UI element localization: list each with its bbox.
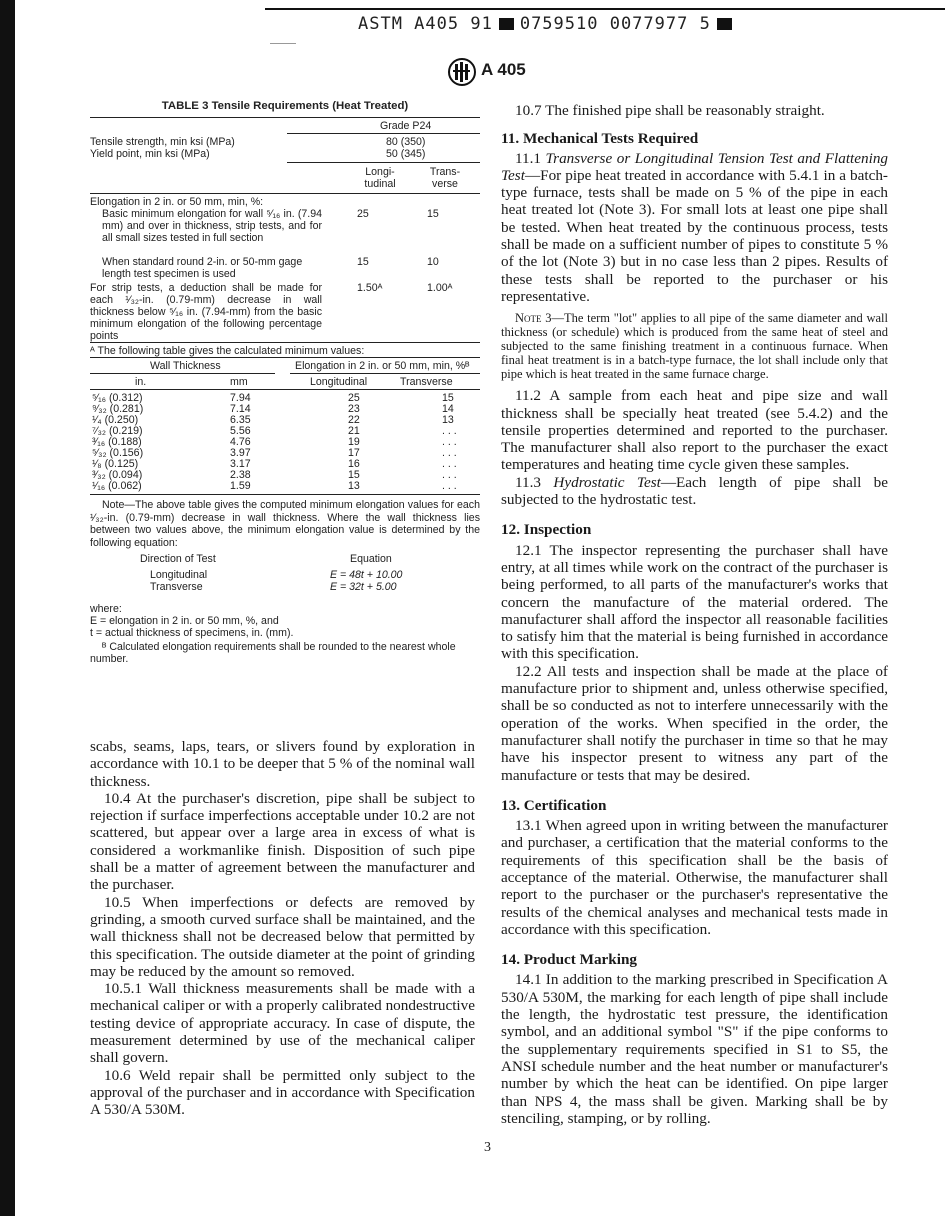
paragraph-12-2: 12.2 All tests and inspection shall be made at the place of manufacture prior to shipment and, unless otherwise specified, shall be so conducted as not to interfere unnecessarily with the operation of the works. When specified in the order, the manufacturer shall notify the purchaser in time so that he may have his inspector present to witness any part of the manufacture or tests that may be desired. (501, 662, 888, 784)
cell-longitudinal: 21 (348, 425, 360, 437)
eq-long: E = 48t + 10.00 (330, 569, 403, 581)
elongation-basic: Basic minimum elongation for wall ⁵⁄₁₆ in. (7.94 mm) and over in thickness, strip tests, and for all small sizes tested in full section (102, 208, 322, 244)
table-row (90, 470, 480, 481)
col-transverse: Trans- verse (429, 166, 461, 190)
elongation-round: When standard round 2-in. or 50-mm gage length test specimen is used (102, 256, 303, 280)
heading-12: 12. Inspection (501, 521, 592, 539)
elongation-round-trans: 10 (427, 256, 439, 268)
heading-13: 13. Certification (501, 796, 607, 814)
sub-trans: Transverse (400, 376, 453, 388)
eq-trans: E = 32t + 5.00 (330, 581, 397, 593)
paragraph-13-1: 13.1 When agreed upon in writing between the manufacturer and purchaser, a certification that the material conforms to the requirements of this specification shall be the basis of acceptance of the material. Otherwise, the manufacturer shall report to the purchaser or the purchaser's representative the results of the chemical analyses and mechanical tests made in accordance with this specification. (501, 817, 888, 938)
eq-head-eq: Equation (350, 553, 392, 565)
cell-inches: ⁹⁄₃₂ (0.281) (92, 403, 144, 415)
wall-thickness-header: Wall Thickness (150, 360, 221, 372)
table-row (90, 415, 480, 426)
cell-inches: ⁷⁄₃₂ (0.219) (92, 425, 143, 437)
elongation-round-long: 15 (357, 256, 369, 268)
cell-longitudinal: 16 (348, 458, 360, 470)
paragraph-12-1: 12.1 The inspector representing the purchaser shall have entry, at all times while work on the contract of the purchaser is being performed, to all parts of the manufacturer's works that concern the manufacture of the material ordered. The manufacturer shall afford the inspector all reasonable facilities to satisfy him that the material is being furnished in accordance with this specification. (501, 541, 888, 663)
scan-edge (0, 0, 15, 1216)
tensile-value: 80 (350) (386, 136, 426, 148)
cell-mm: 4.76 (230, 436, 251, 448)
cell-inches: ⁵⁄₃₂ (0.156) (92, 447, 144, 459)
cell-mm: 3.97 (230, 447, 251, 459)
astm-logo-icon (447, 58, 477, 86)
calc-table (90, 393, 480, 492)
header-rule (265, 8, 945, 10)
cell-inches: ¹⁄₄ (0.250) (92, 414, 139, 426)
cell-mm: 5.56 (230, 425, 251, 437)
sub-mm: mm (230, 376, 248, 388)
cell-inches: ³⁄₃₂ (0.094) (92, 469, 143, 481)
sub-long: Longitudinal (310, 376, 368, 388)
cell-mm: 7.14 (230, 403, 251, 415)
paragraph-10-6: 10.6 Weld repair shall be permitted only subject to the approval of the purchaser and in accordance with Specification A 530/A 530M. (90, 1066, 475, 1119)
cell-transverse: 15 (442, 392, 454, 404)
cell-longitudinal: 17 (348, 447, 360, 459)
paragraph-10-3-cont: scabs, seams, laps, tears, or slivers found by exploration in accordance with 10.1 to be deeper that 5 % of the nominal wall thickness. (90, 738, 475, 790)
table-row (90, 404, 480, 415)
eq-head-dir: Direction of Test (140, 553, 216, 565)
cell-longitudinal: 22 (348, 414, 360, 426)
yield-label: Yield point, min ksi (MPa) (90, 148, 210, 160)
yield-value: 50 (345) (386, 148, 426, 160)
cell-longitudinal: 25 (348, 392, 360, 404)
sub-in: in. (135, 376, 147, 388)
table-row (90, 426, 480, 437)
eq-dir-trans: Transverse (150, 581, 203, 593)
table-3 (90, 100, 480, 665)
eq-dir-long: Longitudinal (150, 569, 208, 581)
elongation-basic-long: 25 (357, 208, 369, 220)
cell-transverse: . . . (442, 480, 457, 492)
scan-mark (270, 43, 296, 44)
table-row (90, 393, 480, 404)
where-t: t = actual thickness of specimens, in. (mm). (90, 627, 294, 639)
header-code: ASTM A405 91 0759510 0077977 5 (358, 14, 738, 34)
paragraph-10-7: 10.7 The finished pipe shall be reasonably straight. (515, 102, 825, 119)
elongation-header: Elongation in 2 in. or 50 mm, min, %ᴮ (295, 360, 470, 372)
elongation-strip: For strip tests, a deduction shall be made for each ¹⁄₃₂-in. (0.79-mm) decrease in wall thickness below ⁵⁄₁₆ in. (7.94-mm) from the basic minimum elongation of the following percentage points (90, 282, 322, 342)
page-number: 3 (484, 1140, 491, 1155)
where-label: where: (90, 603, 122, 615)
paragraph-11-2: 11.2 A sample from each heat and pipe size and wall thickness shall be specially heat treated (see 5.4.2) and the tensile properties determined and reported to the purchaser. The manufacturer shall also report to the purchaser the exact temperatures and heating time cycle given these samples. (501, 387, 888, 474)
cell-transverse: 13 (442, 414, 454, 426)
paragraph-11-1: 11.1 Transverse or Longitudinal Tension Test and Flattening Test—For pipe heat treated in accordance with 5.4.1 in a batch-type furnace, tests shall be made on 5 % of the pipe in each heat treated lot (Note 3). For small lots at least one pipe shall be tested. When heat treated by the continuous process, tests shall be made on a sufficient number of pipes to constitute 5 % of the lot (Note 3) but in no case less than 2 pipes. Results of these tests shall be reported to the purchaser or his representative. (501, 149, 889, 305)
paragraph-14-1: 14.1 In addition to the marking prescribed in Specification A 530/A 530M, the marking for each length of pipe shall include the length, the hydrostatic test pressure, the identification symbol, and an additional symbol "S" if the pipe conforms to the supplementary requirements specified in S1 to S5, the ANSI schedule number and the heat number or manufacturer's number by which the heat can be identified. On pipe larger than NPS 4, the mass shall be given. Marking shall be by stenciling, stamping, or by rolling. (501, 971, 888, 1127)
table-row (90, 459, 480, 470)
right-column (501, 102, 888, 1127)
cell-mm: 3.17 (230, 458, 251, 470)
cell-longitudinal: 13 (348, 480, 360, 492)
cell-transverse: . . . (442, 469, 457, 481)
table-row (90, 437, 480, 448)
cell-transverse: 14 (442, 403, 454, 415)
standard-designation: A 405 (481, 60, 526, 79)
cell-mm: 1.59 (230, 480, 251, 492)
col-longitudinal: Longi- tudinal (364, 166, 396, 190)
note-3: Note 3—The term "lot" applies to all pipe of the same diameter and wall thickness (or schedule) which is produced from the same heat of steel and subjected to the same finishing treatment in a continuous furnace. When final heat treatment is in a batch-type furnace, the lot shall include only that pipe which is heat treated in the same furnace charge. (501, 311, 888, 382)
elongation-strip-long: 1.50ᴬ (357, 282, 383, 294)
table-note: Note—The above table gives the computed minimum elongation values for each ¹⁄₃₂-in. (0.79-mm) decrease in wall thickness. Where the wall thickness lies between two values above, the minimum elongation value is determined by the following equation: (90, 499, 480, 549)
paragraph-10-4: 10.4 At the purchaser's discretion, pipe shall be subject to rejection if surface imperfections acceptable under 10.2 are not scattered, but appear over a large area in excess of what is considered a workmanlike finish. Disposition of such pipe shall be a matter of agreement between the manufacturer and the purchaser. (90, 789, 475, 894)
elongation-basic-trans: 15 (427, 208, 439, 220)
table-row (90, 481, 480, 492)
cell-inches: ¹⁄₁₆ (0.062) (92, 480, 142, 492)
grade-header: Grade P24 (380, 120, 432, 132)
paragraph-10-5: 10.5 When imperfections or defects are removed by grinding, a smooth curved surface shall be maintained, and the wall thickness shall not be decreased below that permitted by this specification. The outside diameter at the point of grinding may be reduced by the amount so removed. (90, 893, 475, 980)
footnote-a: ᴬ The following table gives the calculated minimum values: (90, 345, 365, 357)
cell-mm: 7.94 (230, 392, 251, 404)
paragraph-11-3: 11.3 Hydrostatic Test—Each length of pipe shall be subjected to the hydrostatic test. (501, 473, 888, 509)
cell-inches: ³⁄₁₆ (0.188) (92, 436, 142, 448)
table-title: TABLE 3 Tensile Requirements (Heat Treated) (161, 100, 409, 112)
heading-14: 14. Product Marking (501, 951, 637, 969)
cell-inches: ⁵⁄₁₆ (0.312) (92, 392, 143, 404)
table-row (90, 448, 480, 459)
cell-mm: 2.38 (230, 469, 251, 481)
cell-longitudinal: 23 (348, 403, 360, 415)
cell-transverse: . . . (442, 458, 457, 470)
cell-longitudinal: 15 (348, 469, 360, 481)
footnote-b: ᴮ Calculated elongation requirements shall be rounded to the nearest whole number. (90, 641, 456, 665)
cell-longitudinal: 19 (348, 436, 360, 448)
tensile-label: Tensile strength, min ksi (MPa) (90, 136, 235, 148)
elongation-heading: Elongation in 2 in. or 50 mm, min, %: (90, 196, 264, 208)
left-column (90, 738, 475, 1119)
heading-11: 11. Mechanical Tests Required (501, 130, 699, 148)
where-e: E = elongation in 2 in. or 50 mm, %, and (90, 615, 279, 627)
cell-transverse: . . . (442, 436, 457, 448)
paragraph-10-5-1: 10.5.1 Wall thickness measurements shall be made with a mechanical caliper or with a properly calibrated nondestructive testing device of appropriate accuracy. In case of dispute, the measurement determined by use of the mechanical caliper shall govern. (90, 980, 475, 1067)
cell-transverse: . . . (442, 425, 457, 437)
cell-inches: ¹⁄₈ (0.125) (92, 458, 139, 470)
cell-transverse: . . . (442, 447, 457, 459)
elongation-strip-trans: 1.00ᴬ (427, 282, 453, 294)
cell-mm: 6.35 (230, 414, 251, 426)
